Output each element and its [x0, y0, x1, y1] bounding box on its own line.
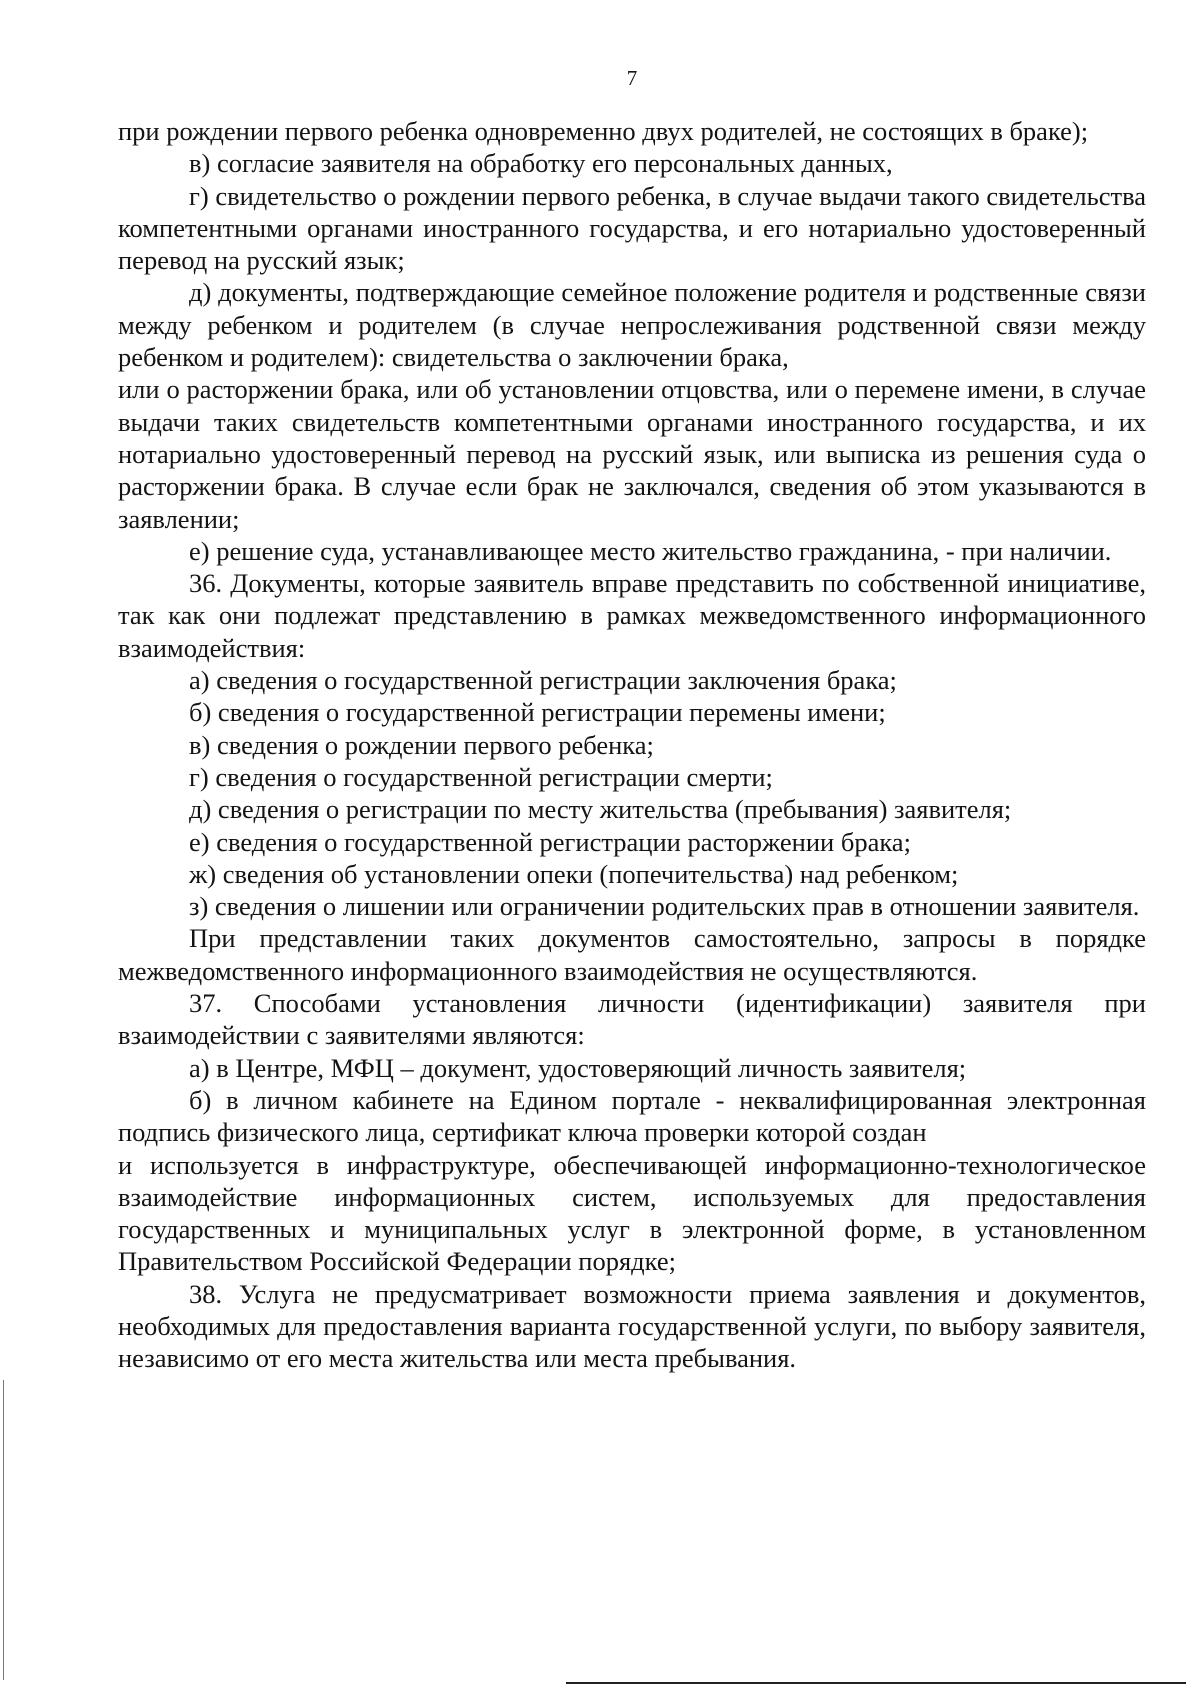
- document-body: [118, 115, 1146, 1375]
- paragraph: 36. Документы, которые заявитель вправе представить по собственной инициативе, так как они подлежат представлению в рамках межведомственного информационного взаимодействия:: [118, 568, 1146, 663]
- paragraph: 37. Способами установления личности (идентификации) заявителя при взаимодействии с заявителями являются:: [118, 988, 1146, 1051]
- paragraph: и используется в инфраструктуре, обеспечивающей информационно-технологическое взаимодействие информационных систем, используемых для предоставления государственных и муниципальных услуг в электронной форме, в установленном Правительством Российской Федерации порядке;: [118, 1149, 1146, 1277]
- paragraph: 38. Услуга не предусматривает возможности приема заявления и документов, необходимых для предоставления варианта государственной услуги, по выбору заявителя, независимо от его места жительства или места пребывания.: [118, 1278, 1146, 1374]
- paragraph: ж) сведения об установлении опеки (попечительства) над ребенком;: [189, 858, 959, 889]
- paragraph: а) сведения о государственной регистрации заключения брака;: [189, 665, 897, 696]
- scan-edge-mark: [3, 1380, 4, 1680]
- paragraph: д) сведения о регистрации по месту жительства (пребывания) заявителя;: [189, 794, 1012, 825]
- paragraph: или о расторжении брака, или об установлении отцовства, или о перемене имени, в случае выдачи таких свидетельств компетентными органами иностранного государства, и их нотариально удостоверенный перевод на русский язык, или выписка из решения суда о расторжении брака. В случае если брак не заключался, сведения об этом указываются в заявлении;: [118, 374, 1146, 534]
- paragraph: е) сведения о государственной регистрации расторжении брака;: [189, 826, 911, 857]
- page-number: 7: [626, 66, 638, 90]
- paragraph: в) согласие заявителя на обработку его персональных данных,: [189, 148, 893, 179]
- paragraph: д) документы, подтверждающие семейное положение родителя и родственные связи между ребенком и родителем (в случае непрослеживания родственной связи между ребенком и родителем): свидетельства о заключении брака,: [118, 277, 1146, 373]
- paragraph: в) сведения о рождении первого ребенка;: [189, 729, 654, 760]
- paragraph: б) сведения о государственной регистрации перемены имени;: [189, 697, 886, 728]
- paragraph: При представлении таких документов самостоятельно, запросы в порядке межведомственного информационного взаимодействия не осуществляются.: [118, 923, 1146, 986]
- footer-rule: [566, 1682, 1186, 1684]
- paragraph: г) свидетельство о рождении первого ребенка, в случае выдачи такого свидетельства компетентными органами иностранного государства, и его нотариально удостоверенный перевод на русский язык;: [118, 180, 1146, 276]
- paragraph: б) в личном кабинете на Едином портале - неквалифицированная электронная подпись физического лица, сертификат ключа проверки которой создан: [118, 1084, 1146, 1148]
- paragraph: е) решение суда, устанавливающее место жительство гражданина, - при наличии.: [189, 535, 1112, 566]
- paragraph: г) сведения о государственной регистрации смерти;: [189, 761, 773, 792]
- paragraph: при рождении первого ребенка одновременно двух родителей, не состоящих в браке);: [118, 116, 1089, 146]
- paragraph: з) сведения о лишении или ограничении родительских прав в отношении заявителя.: [189, 891, 1140, 922]
- paragraph: а) в Центре, МФЦ – документ, удостоверяющий личность заявителя;: [189, 1052, 967, 1083]
